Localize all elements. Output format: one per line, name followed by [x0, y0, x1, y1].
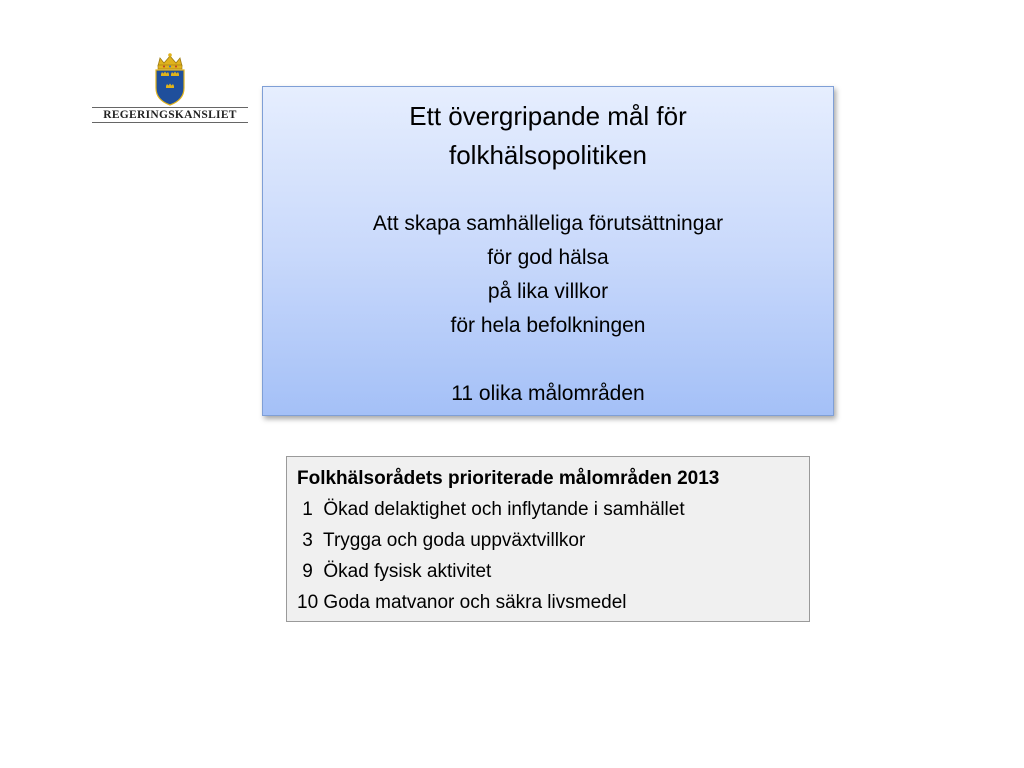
- logo-wordmark: REGERINGSKANSLIET: [92, 107, 248, 123]
- goal-title-line: Ett övergripande mål för: [409, 101, 687, 131]
- priority-item: 9 Ökad fysisk aktivitet: [297, 561, 492, 582]
- goal-subtitle-line: för hela befolkningen: [450, 314, 646, 337]
- priority-item: 10 Goda matvanor och säkra livsmedel: [297, 592, 627, 613]
- goal-area-count: 11 olika målområden: [451, 382, 645, 405]
- priority-item: 3 Trygga och goda uppväxtvillkor: [297, 530, 586, 551]
- coat-of-arms-icon: [150, 52, 190, 106]
- goal-subtitle-line: Att skapa samhälleliga förutsättningar: [372, 212, 724, 235]
- priority-title: Folkhälsorådets prioriterade målområden 2013: [297, 468, 720, 489]
- goal-title-line: folkhälsopolitiken: [448, 140, 647, 170]
- regeringskansliet-logo: [92, 52, 252, 124]
- priority-item: 1 Ökad delaktighet och inflytande i samhället: [297, 499, 685, 520]
- goal-subtitle: [263, 207, 833, 343]
- goal-subtitle-line: för god hälsa: [487, 246, 609, 269]
- priority-box: [286, 456, 810, 622]
- goal-box: [262, 86, 834, 416]
- goal-title: [263, 97, 833, 175]
- goal-subtitle-line: på lika villkor: [487, 280, 609, 303]
